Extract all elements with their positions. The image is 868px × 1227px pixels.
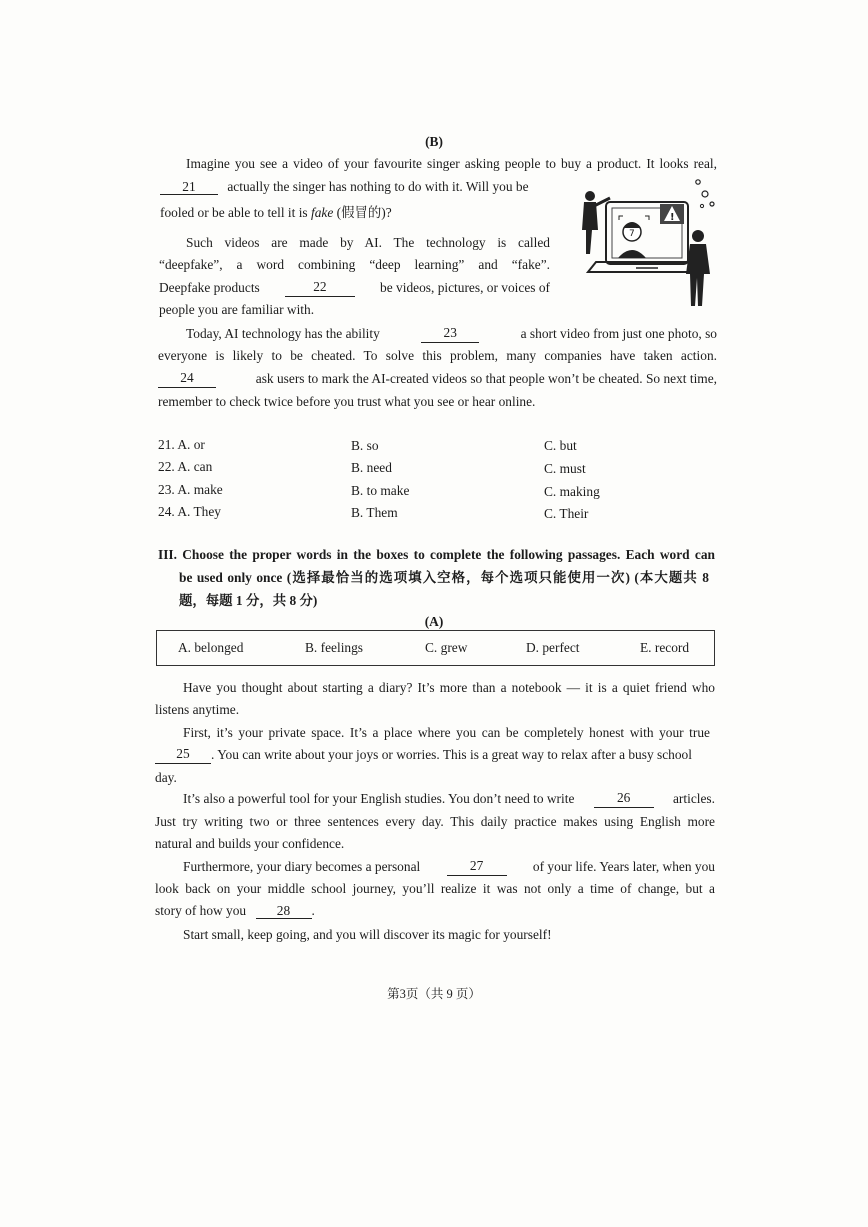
p2-line3-end: be videos, pictures, or voices of <box>380 280 550 295</box>
word-option-c[interactable]: C. grew <box>425 640 468 655</box>
option-21-c[interactable]: C. but <box>544 438 577 453</box>
blank-23[interactable]: 23 <box>421 325 479 343</box>
word-fake: fake <box>310 205 334 220</box>
blank-24[interactable]: 24 <box>158 370 216 388</box>
pa-p2-line1: First, it’s your private space. It’s a place where you can be completely honest with your true <box>183 725 710 740</box>
word-option-a[interactable]: A. belonged <box>178 640 244 655</box>
option-24-b[interactable]: B. Them <box>351 505 398 520</box>
p3-line3-end: ask users to mark the AI-created videos so that people won’t be cheated. So next time, <box>255 371 717 386</box>
word-option-d[interactable]: D. perfect <box>526 640 580 655</box>
svg-text:7: 7 <box>629 229 635 239</box>
p2-line3 <box>159 279 550 297</box>
section-iii-line1: III. Choose the proper words in the boxes to complete the following passages. Each word can <box>158 547 715 562</box>
p2-line4: people you are familiar with. <box>159 302 315 317</box>
section-a-heading: (A) <box>424 614 444 629</box>
blank-28[interactable]: 28 <box>256 903 312 919</box>
p1-line2-text: actually the singer has nothing to do with it. Will you be <box>227 179 529 194</box>
p3-line3 <box>158 370 717 388</box>
blank-26[interactable]: 26 <box>594 790 654 808</box>
option-23-c[interactable]: C. making <box>544 484 600 499</box>
p1-line3-end: (假冒的)? <box>333 205 392 220</box>
pa-p4-line3-period: . <box>311 903 315 918</box>
p1-line1: Imagine you see a video of your favourite singer asking people to buy a product. It looks real, <box>186 156 717 171</box>
p2-line3-start: Deepfake products <box>159 280 260 295</box>
deepfake-illustration <box>574 178 718 312</box>
p3-line4: remember to check twice before you trust what you see or hear online. <box>158 394 536 409</box>
option-22-b[interactable]: B. need <box>351 460 392 475</box>
pa-p4-line2: look back on your middle school journey, you’ll realize it was not only a time of change, but a <box>155 881 715 896</box>
pa-p4-line3 <box>155 902 315 920</box>
pa-p4-line1 <box>183 858 715 876</box>
pa-p3-line1-end: articles. <box>672 791 715 806</box>
pa-p4-line1-start: Furthermore, your diary becomes a personal <box>183 859 421 874</box>
pa-p1-line2: listens anytime. <box>155 702 240 717</box>
pa-p4-line3-start: story of how you <box>155 903 247 918</box>
svg-text:!: ! <box>670 212 675 223</box>
pa-p2-line2-end: . You can write about your joys or worries. This is a great way to relax after a busy school <box>211 747 692 762</box>
pa-p5: Start small, keep going, and you will discover its magic for yourself! <box>183 927 552 942</box>
p1-line3 <box>160 204 392 222</box>
pa-p3-line3: natural and builds your confidence. <box>155 836 345 851</box>
blank-27[interactable]: 27 <box>447 858 507 876</box>
option-21-b[interactable]: B. so <box>351 438 379 453</box>
option-24-c[interactable]: C. Their <box>544 506 589 521</box>
p3-line1-start: Today, AI technology has the ability <box>186 326 380 341</box>
option-21-a[interactable]: 21. A. or <box>158 437 205 452</box>
word-option-b[interactable]: B. feelings <box>305 640 364 655</box>
page-number: 第3页（共 9 页） <box>387 987 481 1001</box>
pa-p3-line1-start: It’s also a powerful tool for your English studies. You don’t need to write <box>183 791 575 806</box>
p2-line1: Such videos are made by AI. The technology is called <box>186 235 550 250</box>
word-box <box>156 630 715 666</box>
option-22-c[interactable]: C. must <box>544 461 586 476</box>
p3-line1-end: a short video from just one photo, so <box>520 326 717 341</box>
pa-p3-line1 <box>183 790 715 808</box>
pa-p2-line3: day. <box>155 770 177 785</box>
p3-line1 <box>186 325 717 343</box>
blank-21[interactable]: 21 <box>160 179 218 195</box>
p2-line2: “deepfake”, a word combining “deep learning” and “fake”. <box>159 257 550 272</box>
p1-line2 <box>160 178 529 196</box>
pa-p3-line2: Just try writing two or three sentences every day. This daily practice makes using English more <box>155 814 715 829</box>
option-22-a[interactable]: 22. A. can <box>158 459 213 474</box>
option-23-b[interactable]: B. to make <box>351 483 410 498</box>
section-iii-line2: be used only once (选择最恰当的选项填入空格，每个选项只能使用一次) (本大题共 8 <box>179 570 709 585</box>
p3-line2: everyone is likely to be cheated. To solve this problem, many companies have taken action. <box>158 348 717 363</box>
pa-p1-line1: Have you thought about starting a diary? It’s more than a notebook — it is a quiet friend who <box>183 680 715 695</box>
option-24-a[interactable]: 24. A. They <box>158 504 221 519</box>
blank-22[interactable]: 22 <box>285 279 355 297</box>
p1-line3-start: fooled or be able to tell it is <box>160 205 311 220</box>
pa-p4-line1-end: of your life. Years later, when you <box>532 859 715 874</box>
option-23-a[interactable]: 23. A. make <box>158 482 223 497</box>
word-option-e[interactable]: E. record <box>640 640 690 655</box>
blank-25[interactable]: 25 <box>155 746 211 764</box>
section-b-heading: (B) <box>425 134 443 149</box>
section-iii-line3: 题，每题 1 分，共 8 分) <box>179 593 318 608</box>
pa-p2-line2 <box>155 746 715 764</box>
